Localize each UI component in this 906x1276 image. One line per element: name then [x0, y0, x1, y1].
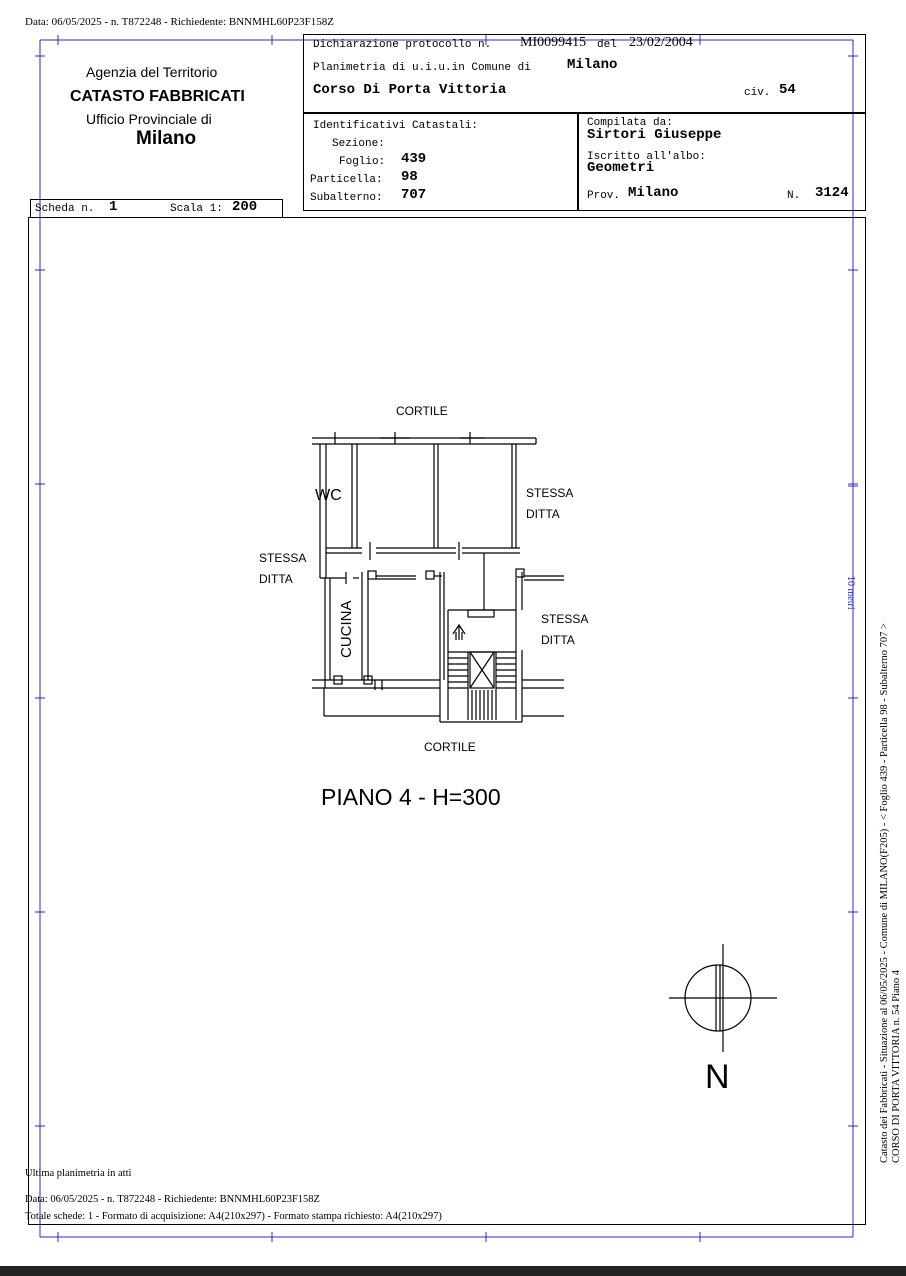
- particella-label: Particella:: [310, 174, 383, 186]
- identifiers-title: Identificativi Catastali:: [313, 120, 479, 132]
- registration-label: N.: [787, 190, 801, 202]
- scale-label: Scala 1:: [170, 203, 223, 215]
- civ-number: 54: [779, 82, 796, 98]
- compiler-name: Sirtori Giuseppe: [587, 127, 722, 143]
- protocol-number: MI0099415: [520, 35, 587, 50]
- registration-number: 3124: [815, 185, 849, 201]
- compiler-title: Compilata da:: [587, 117, 673, 129]
- date-label: del: [597, 39, 617, 51]
- sezione-label: Sezione:: [332, 138, 385, 150]
- stessa-label-left: STESSA: [259, 551, 307, 565]
- comune-value: Milano: [567, 57, 618, 73]
- wc-label: WC: [315, 487, 342, 504]
- side-note-line1: Catasto dei Fabbricati - Situazione al 06/05/2025 - Comune di MILANO(F205) - < Foglio 439 - Particella 98 - Subalterno 707 >: [879, 623, 890, 1163]
- subalterno-label: Subalterno:: [310, 192, 383, 204]
- subalterno-value: 707: [401, 187, 427, 203]
- footer-note: Ultima planimetria in atti: [25, 1168, 132, 1179]
- albo-label: Iscritto all'albo:: [587, 151, 706, 163]
- north-label: N: [705, 1058, 730, 1096]
- cortile-bottom-label: CORTILE: [424, 740, 476, 754]
- scheda-number: 1: [109, 199, 118, 215]
- stessa-label-right-top: STESSA: [526, 486, 574, 500]
- prov-label: Prov.: [587, 190, 621, 202]
- floor-title: PIANO 4 - H=300: [321, 784, 501, 810]
- scale-value: 200: [232, 199, 258, 215]
- ditta-label-right-bottom: DITTA: [541, 633, 575, 647]
- office-city: Milano: [136, 128, 197, 149]
- protocol-label: Dichiarazione protocollo n.: [313, 39, 492, 51]
- footer-line2: Totale schede: 1 - Formato di acquisizione: A4(210x297) - Formato stampa richiesto: A4(210x297): [25, 1211, 442, 1222]
- foglio-label: Foglio:: [339, 156, 386, 168]
- bottom-edge: [0, 1266, 906, 1276]
- particella-value: 98: [401, 169, 418, 185]
- cortile-top-label: CORTILE: [396, 404, 448, 418]
- protocol-date: 23/02/2004: [629, 35, 693, 50]
- scheda-label: Scheda n.: [35, 203, 95, 215]
- civ-label: civ.: [744, 87, 771, 99]
- scale-bar-label: 10 metri: [845, 576, 856, 610]
- footer-line1: Data: 06/05/2025 - n. T872248 - Richiedente: BNNMHL60P23F158Z: [25, 1194, 320, 1205]
- document-header: Data: 06/05/2025 - n. T872248 - Richiedente: BNNMHL60P23F158Z: [25, 16, 334, 28]
- office-label: Ufficio Provinciale di: [86, 111, 212, 127]
- catasto-title: CATASTO FABBRICATI: [70, 88, 245, 105]
- ditta-label-right-top: DITTA: [526, 507, 560, 521]
- side-note: [879, 623, 903, 1163]
- street-address: Corso Di Porta Vittoria: [313, 82, 507, 98]
- albo-value: Geometri: [587, 160, 655, 176]
- stessa-label-right-bottom: STESSA: [541, 612, 589, 626]
- plan-label: Planimetria di u.i.u.in Comune di: [313, 62, 531, 74]
- prov-value: Milano: [628, 185, 679, 201]
- ditta-label-left: DITTA: [259, 572, 293, 586]
- agency-name: Agenzia del Territorio: [86, 64, 218, 80]
- cucina-label: CUCINA: [338, 600, 355, 658]
- side-note-line2: CORSO DI PORTA VITTORIA n. 54 Piano 4: [891, 970, 902, 1163]
- foglio-value: 439: [401, 151, 427, 167]
